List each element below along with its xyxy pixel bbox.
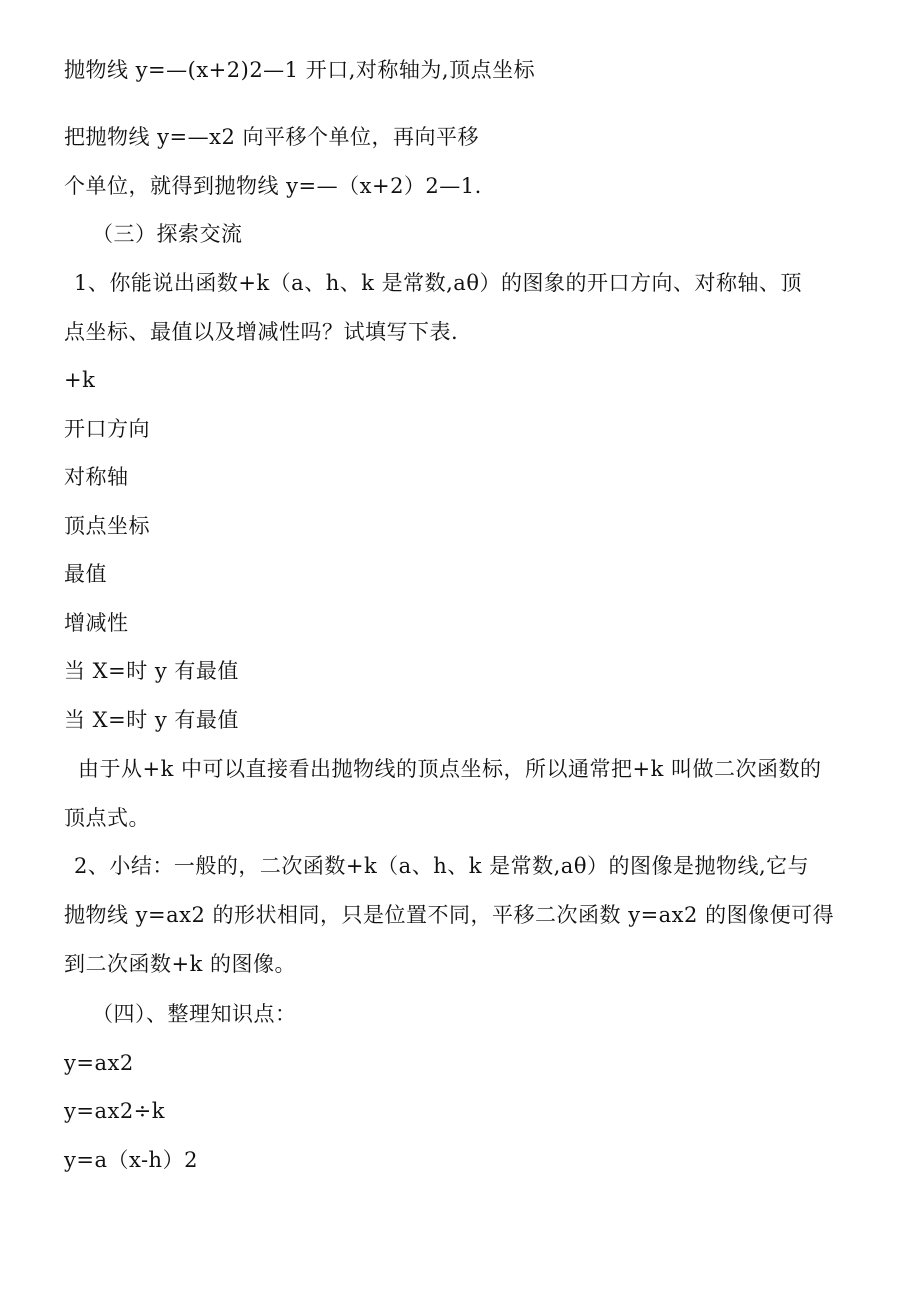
summary-line-3: 到二次函数+k 的图像。 xyxy=(64,952,296,976)
table-row-vertex: 顶点坐标 xyxy=(64,514,150,538)
paragraph-vertex-form-line-2: 顶点式。 xyxy=(64,806,150,830)
summary-line-1: 2、小结：一般的，二次函数+k（a、h、k 是常数,aθ）的图像是抛物线,它与 xyxy=(74,854,810,878)
text-line-2: 把抛物线 y=—x2 向平移个单位，再向平移 xyxy=(64,125,480,149)
section-heading-4: （四）、整理知识点： xyxy=(92,1002,297,1026)
table-row-opening-direction: 开口方向 xyxy=(64,417,150,441)
table-row-monotonicity: 增减性 xyxy=(64,611,129,635)
table-cell-extremum-1: 当 X=时 y 有最值 xyxy=(64,659,239,683)
text-line-3: 个单位，就得到抛物线 y=—（x+2）2—1. xyxy=(64,174,482,198)
question-1-line-1: 1、你能说出函数+k（a、h、k 是常数,aθ）的图象的开口方向、对称轴、顶 xyxy=(74,271,802,295)
table-row-extremum: 最值 xyxy=(64,562,107,586)
formula-3: y=a（x-h）2 xyxy=(64,1148,198,1172)
paragraph-vertex-form-line-1: 由于从+k 中可以直接看出抛物线的顶点坐标，所以通常把+k 叫做二次函数的 xyxy=(78,757,822,781)
table-row-axis-of-symmetry: 对称轴 xyxy=(64,465,129,489)
table-header-formula: +k xyxy=(64,368,96,392)
section-heading-3: （三）探索交流 xyxy=(92,222,243,246)
formula-1: y=ax2 xyxy=(64,1051,134,1075)
table-cell-extremum-2: 当 X=时 y 有最值 xyxy=(64,708,239,732)
question-1-line-2: 点坐标、最值以及增减性吗？试填写下表. xyxy=(64,320,459,344)
text-line-1: 抛物线 y=—(x+2)2—1 开口,对称轴为,顶点坐标 xyxy=(64,58,536,82)
summary-line-2: 抛物线 y=ax2 的形状相同，只是位置不同，平移二次函数 y=ax2 的图像便可得 xyxy=(64,903,835,927)
formula-2: y=ax2÷k xyxy=(64,1099,166,1123)
